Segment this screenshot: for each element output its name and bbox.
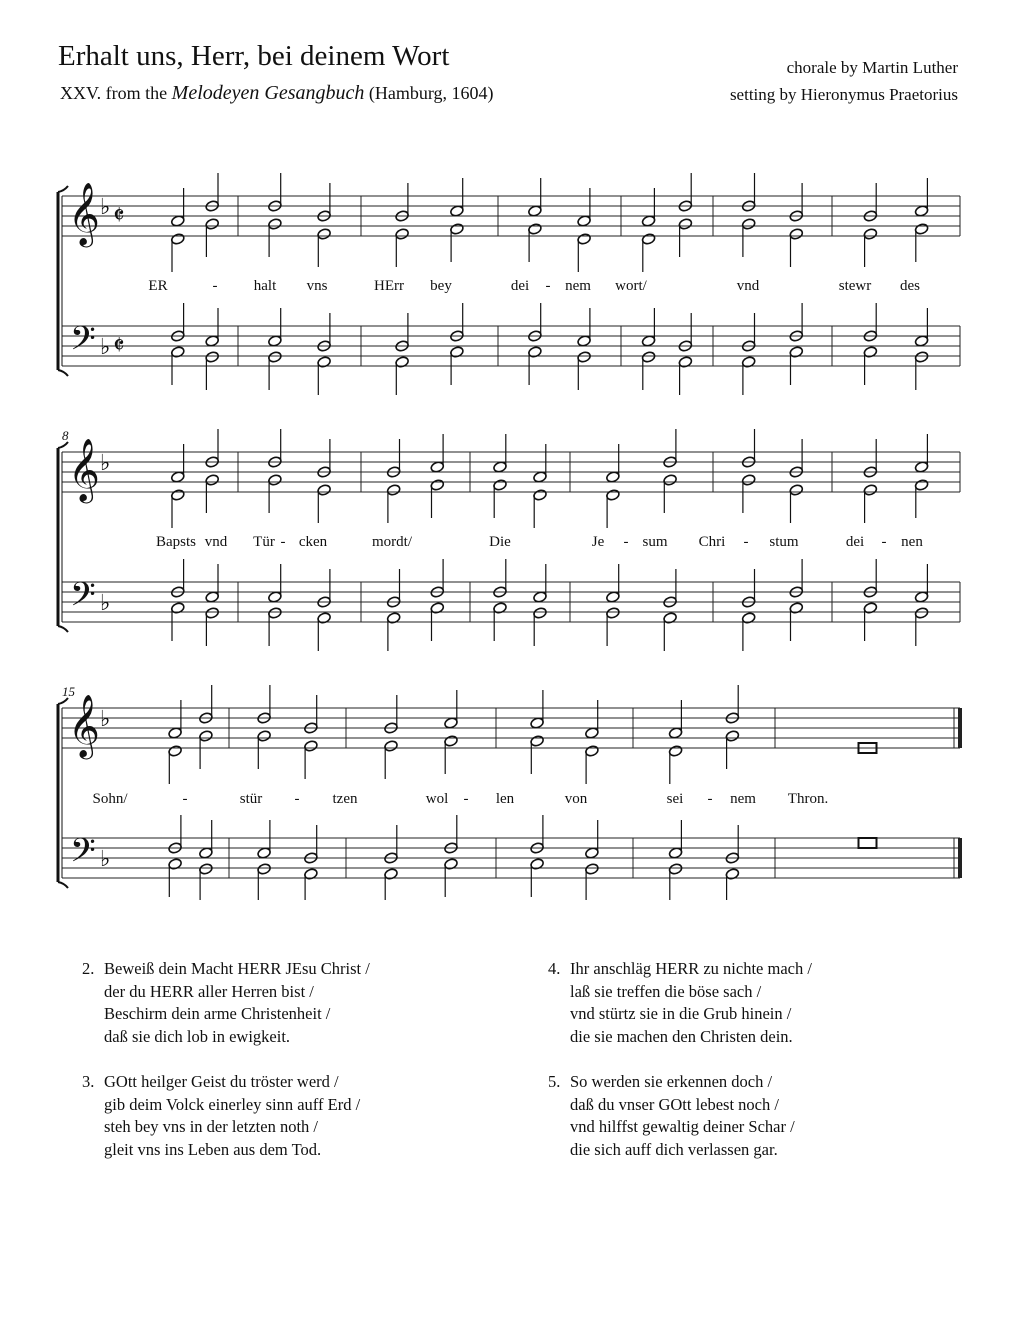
bracket-hook: [58, 882, 68, 888]
lyric-syllable: des: [900, 278, 920, 294]
note-head: [641, 351, 656, 364]
note-head: [668, 863, 683, 876]
note-head: [205, 591, 220, 604]
lyric-syllable: halt: [253, 278, 277, 294]
bass-clef: 𝄢: [70, 832, 96, 878]
verse-line: daß du vnser GOtt lebest noch /: [570, 1094, 779, 1114]
verse-line: gleit vns ins Leben aus dem Tod.: [104, 1139, 322, 1159]
note-head: [914, 591, 929, 604]
note-head: [663, 474, 678, 487]
note-head: [530, 717, 545, 730]
note-head: [268, 335, 283, 348]
lyric-syllable: Thron.: [787, 791, 829, 807]
lyric-syllable: sum: [642, 534, 668, 550]
note-head: [395, 228, 410, 241]
note-head: [170, 215, 185, 228]
lyric-syllable: HErr: [374, 278, 404, 294]
key-flat: ♭: [100, 451, 111, 476]
lyric-syllable: stum: [769, 534, 799, 550]
note-head: [585, 745, 600, 758]
lyric-syllable: ER: [148, 278, 168, 294]
credit-chorale: chorale by Martin Luther: [786, 58, 958, 77]
note-head: [430, 479, 445, 492]
lyric-syllable: sei: [666, 791, 684, 807]
note-head: [914, 223, 929, 236]
bracket-hook: [58, 186, 68, 192]
lyric-syllable: stür: [239, 791, 263, 807]
verse-line: der du HERR aller Herren bist /: [104, 981, 314, 1001]
lyric-syllable: Tür: [253, 534, 275, 550]
note-head: [668, 745, 683, 758]
lyric-syllable: vns: [306, 278, 328, 294]
note-head: [268, 591, 283, 604]
note-head: [170, 471, 185, 484]
note-head: [741, 218, 756, 231]
note-head: [533, 607, 548, 620]
lyric-hyphen: -: [294, 791, 300, 807]
note-head: [914, 479, 929, 492]
verse-number: 3.: [82, 1072, 95, 1091]
note-head: [641, 335, 656, 348]
lyric-syllable: stewr: [838, 278, 872, 294]
bass-clef: 𝄢: [70, 576, 96, 622]
note-head: [444, 717, 459, 730]
note-head: [430, 461, 445, 474]
note-head: [199, 863, 214, 876]
key-flat: ♭: [100, 591, 111, 616]
note-head: [205, 218, 220, 231]
lyric-syllable: nen: [901, 534, 923, 550]
lyric-syllable: tzen: [332, 791, 358, 807]
verse-line: vnd hilffst gewaltig deiner Schar /: [570, 1117, 795, 1136]
note-head: [386, 484, 401, 497]
verse-line: So werden sie erkennen doch /: [570, 1072, 773, 1091]
note-head: [493, 479, 508, 492]
note-head: [528, 205, 543, 218]
note-head: [533, 471, 548, 484]
note-head: [668, 727, 683, 740]
lyric-syllable: nem: [565, 278, 591, 294]
note-head: [493, 461, 508, 474]
lyric-syllable: len: [495, 791, 515, 807]
lyric-syllable: mordt/: [372, 534, 412, 550]
lyric-hyphen: -: [743, 534, 749, 550]
note-head: [577, 335, 592, 348]
note-head: [533, 591, 548, 604]
verse-line: Ihr anschläg HERR zu nichte mach /: [570, 959, 812, 978]
subtitle-prefix: XXV. from the: [60, 83, 168, 103]
note-head: [789, 484, 804, 497]
lyric-hyphen: -: [623, 534, 629, 550]
note-head: [168, 727, 183, 740]
note-head: [268, 218, 283, 231]
note-head: [199, 847, 214, 860]
verse-line: Beschirm dein arme Christenheit /: [104, 1004, 331, 1023]
note-head: [268, 351, 283, 364]
note-head: [450, 223, 465, 236]
lyric-hyphen: -: [545, 278, 551, 294]
note-head: [205, 607, 220, 620]
note-head: [914, 461, 929, 474]
lyric-syllable: vnd: [736, 278, 760, 294]
note-head: [606, 591, 621, 604]
note-head: [205, 474, 220, 487]
note-head: [304, 740, 319, 753]
treble-clef: 𝄞: [68, 438, 100, 501]
note-head: [678, 218, 693, 231]
note-head: [725, 730, 740, 743]
note-head: [444, 735, 459, 748]
treble-clef: 𝄞: [68, 694, 100, 757]
lyric-syllable: dei: [845, 534, 865, 550]
measure-number: 8: [62, 428, 69, 443]
verse-number: 5.: [548, 1072, 561, 1091]
note-head: [257, 730, 272, 743]
credit-setting: setting by Hieronymus Praetorius: [729, 85, 958, 104]
lyric-syllable: vnd: [204, 534, 228, 550]
note-head: [585, 847, 600, 860]
time-signature: 𝄵: [113, 331, 125, 361]
note-head: [914, 607, 929, 620]
note-head: [317, 484, 332, 497]
verse-number: 2.: [82, 959, 95, 978]
breve-note: [859, 838, 877, 848]
lyric-hyphen: -: [182, 791, 188, 807]
verse-number: 4.: [548, 959, 561, 978]
bracket-hook: [58, 370, 68, 376]
lyric-syllable: Chri: [698, 534, 726, 550]
key-flat: ♭: [100, 335, 111, 360]
note-head: [168, 745, 183, 758]
note-head: [914, 205, 929, 218]
treble-clef: 𝄞: [68, 182, 100, 245]
verse-3: [82, 1071, 361, 1161]
lyric-syllable: nem: [730, 791, 756, 807]
note-head: [170, 233, 185, 246]
note-head: [863, 484, 878, 497]
lyric-syllable: Sohn/: [92, 791, 128, 807]
note-head: [530, 735, 545, 748]
lyric-hyphen: -: [707, 791, 713, 807]
verse-4: [548, 958, 812, 1048]
note-head: [641, 233, 656, 246]
key-flat: ♭: [100, 195, 111, 220]
lyric-hyphen: -: [881, 534, 887, 550]
note-head: [170, 489, 185, 502]
note-head: [577, 215, 592, 228]
subtitle-suffix: (Hamburg, 1604): [368, 83, 494, 103]
note-head: [585, 863, 600, 876]
note-head: [450, 205, 465, 218]
note-head: [257, 863, 272, 876]
verse-5: [548, 1071, 795, 1161]
lyric-syllable: wol: [425, 791, 449, 807]
lyric-syllable: Bapsts: [155, 534, 197, 550]
note-head: [789, 228, 804, 241]
lyric-syllable: von: [564, 791, 588, 807]
subtitle-book: Melodeyen Gesangbuch: [171, 82, 365, 104]
lyric-syllable: wort/: [615, 278, 647, 294]
note-head: [577, 351, 592, 364]
verse-line: die sich auff dich verlassen gar.: [570, 1139, 778, 1159]
note-head: [606, 489, 621, 502]
verse-2: [82, 958, 370, 1048]
note-head: [268, 607, 283, 620]
note-head: [199, 730, 214, 743]
note-head: [317, 228, 332, 241]
note-head: [863, 228, 878, 241]
time-signature: 𝄵: [113, 201, 125, 231]
note-head: [205, 351, 220, 364]
lyric-syllable: dei: [510, 278, 530, 294]
bass-clef: 𝄢: [70, 320, 96, 366]
measure-number: 15: [62, 684, 75, 699]
lyric-syllable: Die: [489, 534, 511, 550]
note-head: [577, 233, 592, 246]
note-head: [641, 215, 656, 228]
bracket-hook: [58, 626, 68, 632]
verse-line: daß sie dich lob in ewigkeit.: [104, 1026, 291, 1046]
lyric-hyphen: -: [463, 791, 469, 807]
lyric-syllable: bey: [430, 278, 452, 294]
note-head: [606, 607, 621, 620]
page-title: Erhalt uns, Herr, bei deinem Wort: [58, 40, 450, 72]
verse-line: laß sie treffen die böse sach /: [570, 981, 762, 1001]
note-head: [384, 740, 399, 753]
verse-line: steh bey vns in der letzten noth /: [104, 1117, 318, 1136]
note-head: [668, 847, 683, 860]
verse-line: GOtt heilger Geist du tröster werd /: [104, 1072, 339, 1091]
lyric-hyphen: -: [212, 278, 218, 294]
key-flat: ♭: [100, 707, 111, 732]
lyric-syllable: cken: [298, 534, 328, 550]
verse-line: die sie machen den Christen dein.: [570, 1026, 793, 1046]
lyric-syllable: Je: [591, 534, 605, 550]
note-head: [606, 471, 621, 484]
verse-line: Beweiß dein Macht HERR JEsu Christ /: [104, 959, 370, 978]
note-head: [528, 223, 543, 236]
note-head: [585, 727, 600, 740]
lyric-hyphen: -: [280, 534, 286, 550]
note-head: [741, 474, 756, 487]
note-head: [257, 847, 272, 860]
note-head: [914, 335, 929, 348]
note-head: [205, 335, 220, 348]
verse-line: vnd stürtz sie in die Grub hinein /: [570, 1004, 792, 1023]
key-flat: ♭: [100, 847, 111, 872]
verse-line: gib deim Volck einerley sinn auff Erd /: [104, 1094, 361, 1114]
note-head: [533, 489, 548, 502]
note-head: [268, 474, 283, 487]
note-head: [914, 351, 929, 364]
